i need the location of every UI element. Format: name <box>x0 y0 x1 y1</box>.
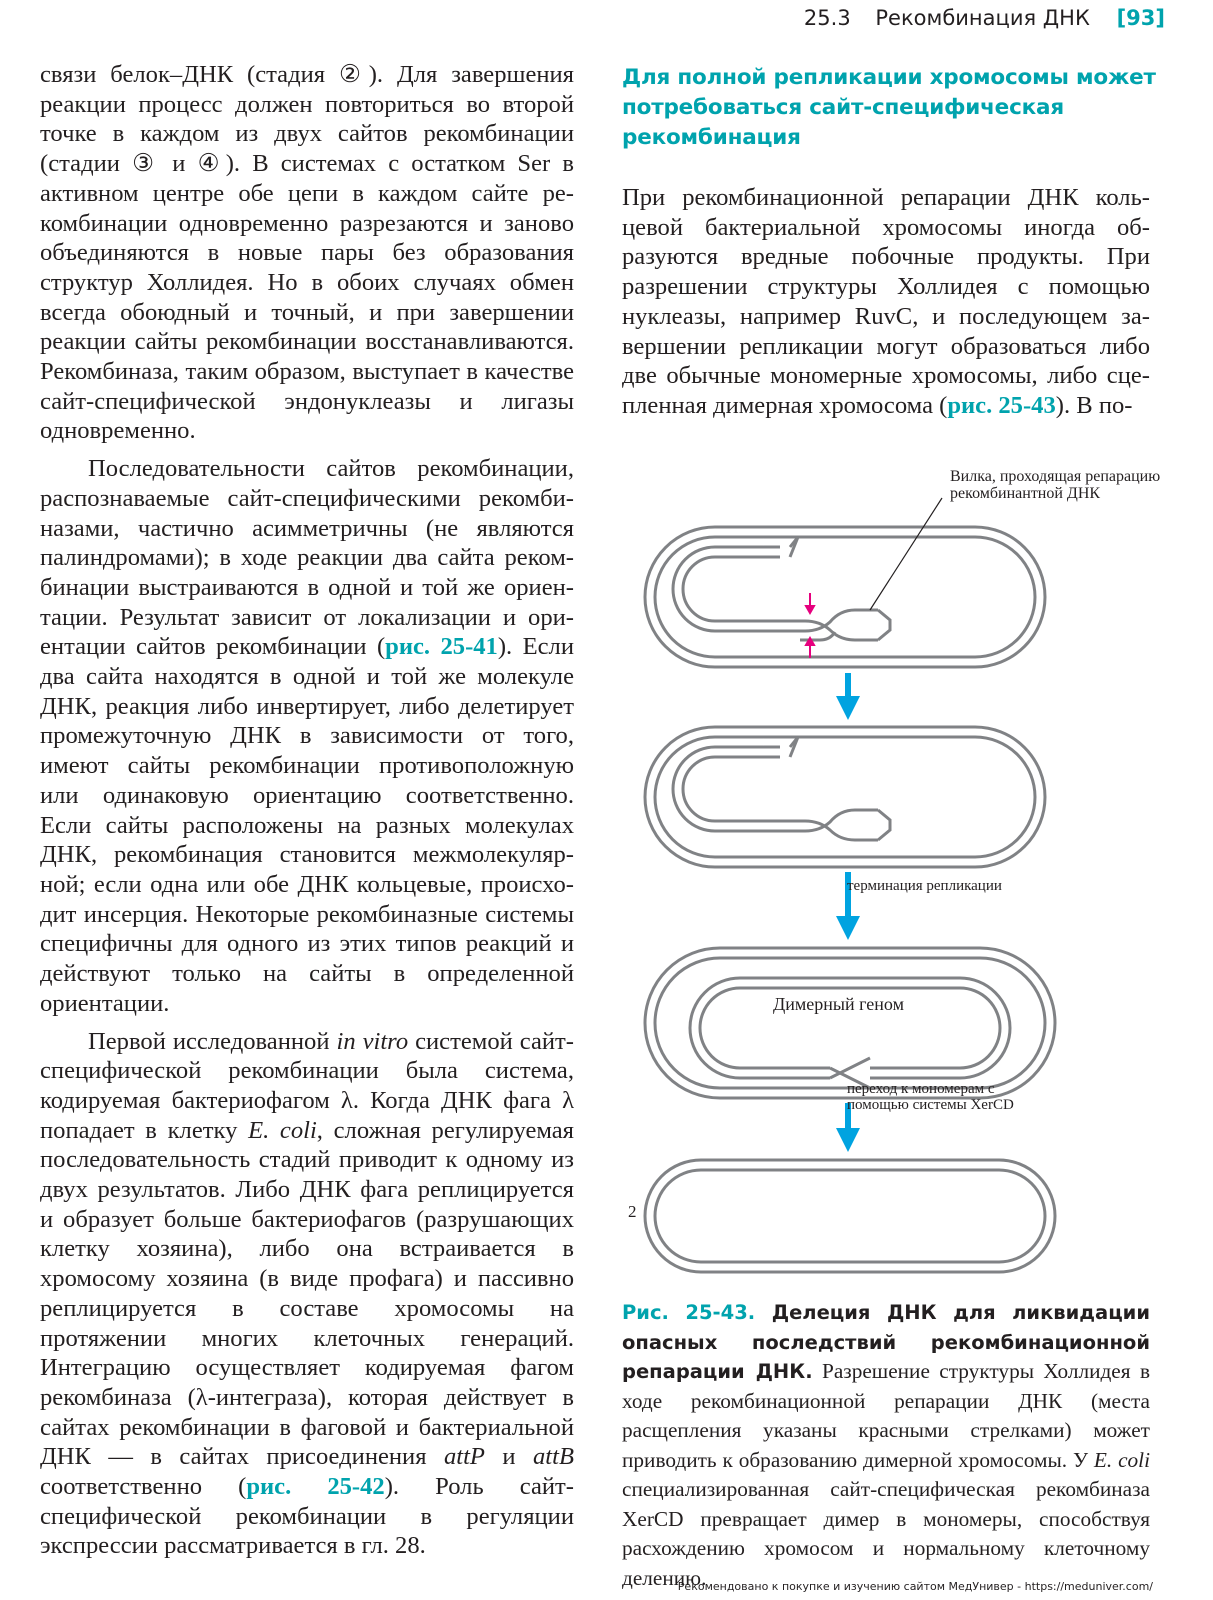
paragraph <box>40 1027 574 1562</box>
cleavage-site-arrows <box>806 593 814 658</box>
paragraph <box>622 183 1150 421</box>
replication-direction-marks <box>760 539 868 828</box>
italic-term: E. coli <box>1093 1447 1151 1472</box>
figure-reference-link[interactable]: рис. 25-41 <box>385 633 498 661</box>
label-leader-line <box>870 498 942 610</box>
italic-term: E. coli <box>248 1116 317 1144</box>
paragraph-text: соответственно ( <box>40 1473 247 1501</box>
paragraph <box>40 60 574 446</box>
paragraph-text: , сложная регулируемая последовательность стадий приводит к одному из двух результатов. Либо ДНК фага реплицируется и образует больше бактериофагов (разрушающих клетку хозяина), либо она встраивается в хромосому хозяина (в виде профага) и пассивно реплицируется в составе хромосомы на протяжении многих клеточных генераций. Интеграцию осуществляет кодируемая фагом рекомбиназа (λ-интеграза), которая действует в сайтах рекомбинации в фаговой и бактериальной ДНК — в сайтах присоединения <box>40 1116 574 1471</box>
figure-reference-link[interactable]: рис. 25-43 <box>947 391 1056 419</box>
figure-diagram <box>620 460 1170 1275</box>
figure-25-43 <box>620 460 1170 1275</box>
paragraph-text: и <box>484 1443 533 1471</box>
figure-caption <box>622 1298 1150 1593</box>
paragraph-text: связи белок–ДНК (стадия ②). Для завершения реакции процесс должен повториться во второй точке в каждом из двух сайтов рекомбинации (стадии ③ и ④). В системах с остатком Ser в активном центре обе цепи в каждом сайте рекомбинации одновременно разрезаются и заново объединяются в новые пары без образования структур Холлидея. Но в обоих случаях обмен всегда обоюдный и точный, и при завершении реакции сайты рекомбинации восстанавливаются. Рекомбиназа, таким образом, выступает в качестве сайт-специфической эндонуклеазы и лигазы одновременно. <box>40 61 574 445</box>
paragraph-text: системой сайт-специфической рекомбинации была система, кодируемая бактериофагом λ. Когда ДНК фага λ попадает в клетку <box>40 1027 574 1144</box>
paragraph <box>40 454 574 1018</box>
section-heading: Для полной репликации хромосомы может потребоваться сайт-специфическая рекомбинация <box>622 65 1156 150</box>
right-column <box>622 183 1150 421</box>
section-number: 25.3 <box>803 6 851 30</box>
paragraph-text: ). В по- <box>1055 391 1133 419</box>
paragraph-text: Последовательности сайтов рекомбинации, распознаваемые сайт-специфическими рекомбиназами, частично асимметричны (не являются палиндромами); в ходе реакции два сайта рекомбинации выстраиваются в одной и той же ориентации. Результат зависит от локализации и ориентации сайтов рекомбинации ( <box>40 455 574 661</box>
chromosome-stage-2 <box>645 727 1045 867</box>
label-xercd-monomerization: переход к мономерам с помощью системы XerCD <box>847 1081 1014 1113</box>
caption-text: Разрешение структуры Холлидея в ходе рекомбинационной репарации ДНК (места расщепления указаны красными стрелками) может приводить к образованию димерной хромосомы. У <box>622 1359 1150 1472</box>
caption-title: Делеция ДНК для ликвидации опасных последствий рекомбинационной репарации ДНК. <box>622 1301 1150 1383</box>
section-title: Рекомбинация ДНК <box>875 6 1090 30</box>
chromosome-dimer <box>645 948 1055 1098</box>
chromosome-stage-1 <box>645 527 1045 667</box>
label-replication-fork: Вилка, проходящая репарацию рекомбинантной ДНК <box>950 468 1161 502</box>
paragraph-text: При рекомбинационной репарации ДНК кольцевой бактериальной хромосомы иногда образуются вредные побочные продукты. При разрешении структуры Холлидея с помощью нуклеазы, например RuvC, и последующем завершении репликации могут образоваться либо две обычные мономерные хромосомы, либо сцепленная димерная хромосома ( <box>622 184 1150 419</box>
paragraph-text: Первой исследованной <box>88 1027 337 1055</box>
caption-label: Рис. 25-43. <box>622 1301 756 1324</box>
italic-term: attB <box>533 1443 574 1471</box>
paragraph-text: ). Если два сайта находятся в одной и той же молекуле ДНК, реакция либо инвертирует, либо делетирует промежуточную ДНК в зависимости от того, имеют сайты рекомбинации противоположную или одинаковую ориентацию соответственно. Если сайты расположены на разных молекулах ДНК, рекомбинация становится межмолекулярной; если одна или обе ДНК кольцевые, происходит инсерция. Некоторые рекомбиназные системы специфичны для одного из этих типов реакций и действуют только на сайты в определенной ориентации. <box>40 633 574 1017</box>
figure-panel-number: 2 <box>628 1202 637 1221</box>
left-column <box>40 60 574 1561</box>
italic-term: attP <box>443 1443 485 1471</box>
chromosome-monomers <box>645 1160 1055 1272</box>
footer-note: Рекомендовано к покупке и изучению сайтом МедУнивер - https://meduniver.com/ <box>677 1580 1153 1593</box>
label-dimeric-genome: Димерный геном <box>773 994 904 1014</box>
label-replication-termination: терминация репликации <box>847 878 1002 894</box>
figure-reference-link[interactable]: рис. 25-42 <box>246 1473 385 1501</box>
page-number: [93] <box>1116 6 1165 30</box>
caption-text: специализированная сайт-специфическая рекомбиназа XerCD превращает димер в мономеры, способствуя расхождению хромосом и нормальному клеточному делению. <box>622 1477 1150 1590</box>
running-head <box>804 6 1165 30</box>
paragraph-text: ). Роль сайт-специфической рекомбинации в регуляции экспрессии рассматривается в гл. 28. <box>40 1473 574 1560</box>
italic-term: in vitro <box>336 1027 409 1055</box>
